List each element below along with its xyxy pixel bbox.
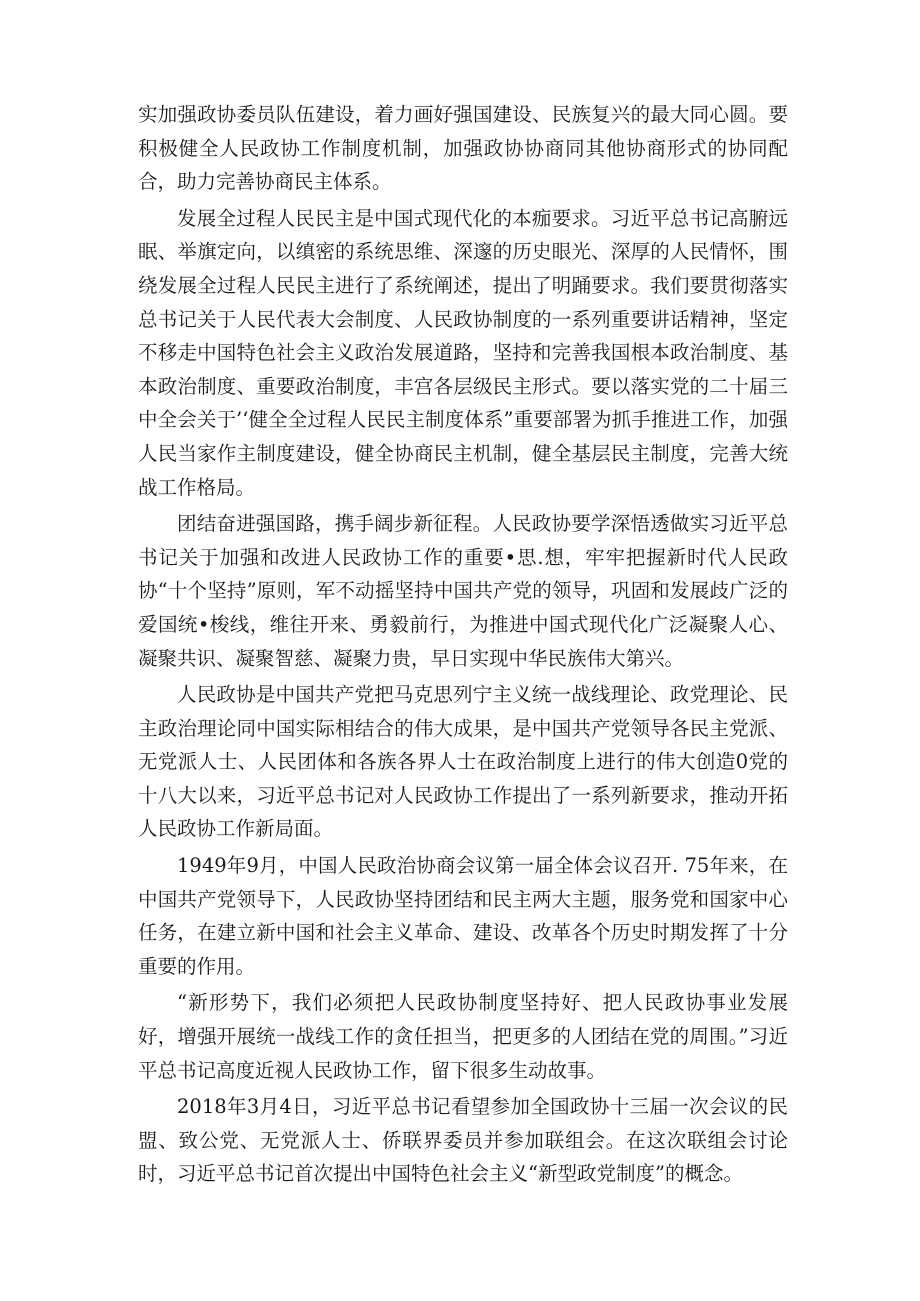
document-body <box>138 98 788 1194</box>
paragraph-7: 2018年3月4日，习近平总书记看望参加全国政协十三届一次会议的民盟、致公党、无党派人士、侨联界委员并参加联组会。在这次联组会讨论时，习近平总书记首次提出中国特色社会主义“新型政党制度”的概念。 <box>138 1095 788 1186</box>
paragraph-6: “新形势下，我们必须把人民政协制度坚持好、把人民政协事业发展好，增强开展统一战线工作的贪任担当，把更多的人团结在党的周围。”习近平总书记高度近视人民政协工作，留下很多生动故事。 <box>138 991 788 1082</box>
paragraph-4: 人民政协是中国共产党把马克思列宁主义统一战线理论、政党理论、民主政治理论同中国实际相结合的伟大成果，是中国共产党领导各民主党派、无党派人士、人民团体和各族各界人士在政治制度上进行的伟大创造0党的十八大以来，习近平总书记对人民政协工作提出了一系列新要求，推动开拓人民政协工作新局面。 <box>138 683 788 841</box>
paragraph-5: 1949年9月，中国人民政治协商会议第一届全体会议召开. 75年来，在中国共产党领导下，人民政协坚持团结和民主两大主题，服务党和国家中心任务，在建立新中国和社会主义革命、建设、改革各个历史时期发挥了十分重要的作用。 <box>138 854 788 978</box>
paragraph-3: 团结奋进强国路，携手阔步新征程。人民政协要学深悟透做实习近平总书记关于加强和改进人民政协工作的重要•思.想，牢牢把握新时代人民政协“十个坚持”原则，军不动摇坚持中国共产党的领导，巩固和发展歧广泛的爱国统•梭线，维往开来、勇毅前行，为推进中国式现代化广泛凝聚人心、凝聚共识、凝聚智慈、凝聚力贵，早日实现中华民族伟大第兴。 <box>138 512 788 670</box>
paragraph-2: 发展全过程人民民主是中国式现代化的本痂要求。习近平总书记高腑远眠、举旗定向，以缜密的系统思维、深邃的历史眼光、深厚的人民情怀，围绕发展全过程人民民主进行了系统阐述，提出了明踊要求。我们要贯彻落实总书记关于人民代表大会制度、人民政协制度的一系列重要讲话精神，坚定不移走中国特色社会主义政治发展道路，坚持和完善我国根本政治制度、基本政治制度、重要政治制度，丰宫各层级民主形式。要以落实党的二十届三中全会关于’‘健全全过程人民民主制度体系”重要部署为抓手推进工作，加强人民当家作主制度建设，健全协商民主机制，健全基层民主制度，完善大统战工作格局。 <box>138 206 788 499</box>
paragraph-1: 实加强政协委员队伍建设，着力画好强国建设、民族复兴的最大同心圆。要积极健全人民政协工作制度机制，加强政协协商同其他协商形式的协同配合，助力完善协商民主体系。 <box>138 103 788 194</box>
